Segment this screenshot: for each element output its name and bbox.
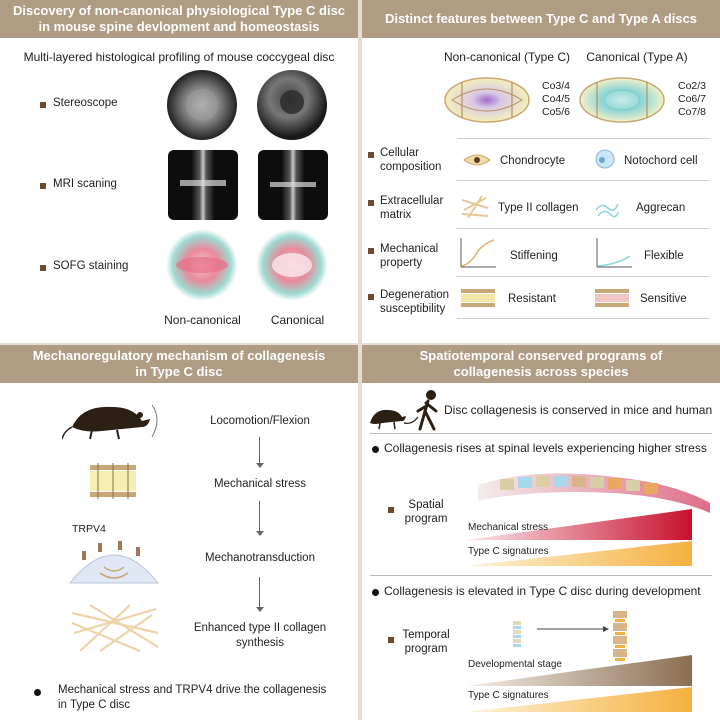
row-label: Cellular composition [380, 147, 442, 173]
collagen-fiber-icon [460, 194, 490, 220]
arrow-down-icon [256, 607, 264, 612]
disc-illustrations [442, 70, 702, 130]
col-type-a: Canonical (Type A) [586, 50, 688, 64]
notochord-cell-icon [594, 148, 616, 170]
row-divider [457, 228, 710, 229]
temporal-label: Temporal program [402, 629, 450, 655]
col-type-c: Non-canonical (Type C) [443, 50, 571, 64]
row-value-a: Flexible [644, 250, 684, 262]
resistant-disc-icon [460, 288, 496, 308]
row-divider [457, 318, 710, 319]
row-bullet [368, 248, 374, 254]
point1-text: Collagenesis rises at spinal levels experiencing higher stress [384, 441, 707, 455]
bullet-sofg [40, 265, 46, 271]
bar-label-developmental: Developmental stage [468, 659, 562, 670]
row-label: Mechanical property [380, 243, 439, 269]
arrow-down-icon [259, 437, 260, 465]
panel-mechanism-header [0, 345, 358, 383]
header-line-2: in mouse spine devlopment and homeostasis [38, 19, 320, 34]
row-value-a: Notochord cell [624, 155, 698, 167]
sensitive-disc-icon [594, 288, 630, 308]
point2-bullet [372, 589, 379, 596]
header-line-2: in Type C disc [135, 364, 223, 379]
conclusion-bullet [34, 689, 41, 696]
conclusion-text: Mechanical stress and TRPV4 drive the collagenesis in Type C disc [58, 684, 327, 711]
chondrocyte-icon [462, 150, 492, 170]
type-c-disc-icon [445, 78, 529, 122]
bullet-stereoscope [40, 102, 46, 108]
type-a-disc-icon [580, 78, 664, 122]
step-locomotion: Locomotion/Flexion [210, 415, 310, 427]
spatial-bullet [388, 507, 394, 513]
row-bullet [368, 294, 374, 300]
mouse-human-icon [368, 389, 448, 433]
panel-features [362, 0, 720, 345]
step-enhanced-collagen: Enhanced type II collagen synthesis [193, 622, 327, 649]
arrow-down-icon [259, 577, 260, 609]
row-label: Extracellular matrix [380, 195, 444, 221]
bar-label-stress: Mechanical stress [468, 522, 549, 533]
bar-label-signature-1: Type C signatures [468, 546, 549, 557]
header-line-1: Mechanoregulatory mechanism of collagenesis [32, 348, 326, 363]
arrow-down-icon [256, 531, 264, 536]
levels-type-c: Co3/4 Co4/5 Co5/6 [542, 80, 571, 118]
compressed-disc-icon [88, 463, 138, 499]
section-divider [370, 433, 712, 434]
row-value-a: Sensitive [640, 293, 687, 305]
panel-spatiotemporal-header [362, 345, 720, 383]
histology-image-grid [150, 70, 350, 310]
mouse-icon [62, 397, 162, 442]
row-divider [457, 180, 710, 181]
conserved-intro: Disc collagenesis is conserved in mice and human [444, 403, 713, 417]
panel-discovery-header [0, 0, 358, 38]
row-value-c: Stiffening [510, 250, 558, 262]
profiling-subtitle: Multi-layered histological profiling of mouse coccygeal disc [23, 50, 335, 64]
step-mechanotransduction: Mechanotransduction [205, 552, 315, 564]
point2-text: Collagenesis is elevated in Type C disc during development [384, 584, 701, 598]
arrow-down-icon [259, 501, 260, 533]
spatial-label: Spatial program [404, 499, 448, 525]
temporal-bullet [388, 637, 394, 643]
header-line-1: Discovery of non-canonical physiological Type C disc [12, 3, 346, 18]
flexible-curve-icon [594, 236, 634, 270]
collagen-mesh-icon [70, 603, 160, 653]
col-label-noncanonical: Non-canonical [164, 313, 241, 327]
row-bullet [368, 152, 374, 158]
step-mechanical-stress: Mechanical stress [213, 478, 307, 490]
header-title: Distinct features between Type C and Type A discs [384, 11, 698, 26]
row-divider [457, 138, 710, 139]
point1-bullet [372, 446, 379, 453]
vertical-divider [358, 0, 362, 720]
panel-discovery [0, 0, 358, 345]
row-value-c: Type II collagen [498, 202, 579, 214]
bullet-mri [40, 183, 46, 189]
panel-mechanism [0, 345, 358, 720]
row-value-c: Resistant [508, 293, 556, 305]
method-stereoscope: Stereoscope [53, 97, 118, 109]
row-value-c: Chondrocyte [500, 155, 566, 167]
levels-type-a: Co2/3 Co6/7 Co7/8 [678, 80, 707, 118]
aggrecan-icon [594, 196, 620, 218]
spine-gradient-illustration [474, 463, 714, 515]
row-value-a: Aggrecan [636, 202, 686, 214]
header-line-2: collagenesis across species [453, 364, 629, 379]
header-line-1: Spatiotemporal conserved programs of [419, 348, 663, 363]
panel-spatiotemporal [362, 345, 720, 720]
method-mri: MRI scaning [53, 178, 117, 190]
panel-features-header [362, 0, 720, 38]
horizontal-divider [0, 343, 720, 345]
row-divider [457, 276, 710, 277]
col-label-canonical: Canonical [270, 313, 325, 327]
row-bullet [368, 200, 374, 206]
arrow-down-icon [256, 463, 264, 468]
cell-trpv4-icon [66, 535, 162, 585]
row-label: Degeneration susceptibility [380, 289, 450, 315]
method-sofg: SOFG staining [53, 260, 129, 272]
stiffening-curve-icon [458, 236, 498, 270]
section-divider [370, 575, 712, 576]
bar-label-signature-2: Type C signatures [468, 690, 549, 701]
trpv4-label: TRPV4 [72, 523, 106, 535]
